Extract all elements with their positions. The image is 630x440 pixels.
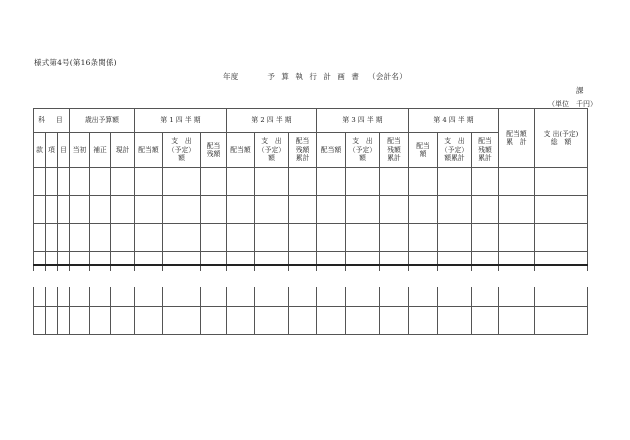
table-cell xyxy=(380,224,409,252)
table-cell xyxy=(535,168,588,196)
table-cell xyxy=(499,307,535,335)
header-total-alloc: 配当額 累 計 xyxy=(499,109,535,168)
header-q1-spend: 支 出 （予定） 額 xyxy=(163,133,201,168)
header-initial: 当初 xyxy=(70,133,90,168)
table-cell xyxy=(535,224,588,252)
table-cell xyxy=(289,224,317,252)
header-q4-spend: 支 出 （予定） 額累計 xyxy=(438,133,472,168)
table-cell xyxy=(111,196,135,224)
table-cell xyxy=(201,196,227,224)
table-cell xyxy=(201,307,227,335)
header-budget: 歳出予算額 xyxy=(70,109,135,133)
table-cell xyxy=(201,224,227,252)
table-cell xyxy=(70,224,90,252)
header-current: 現計 xyxy=(111,133,135,168)
table-cell xyxy=(472,168,499,196)
header-supplement: 補正 xyxy=(90,133,111,168)
budget-execution-table xyxy=(33,108,588,335)
header-q3-spend: 支 出 （予定） 額 xyxy=(346,133,380,168)
header-kou: 項 xyxy=(46,133,58,168)
table-cell xyxy=(289,168,317,196)
header-total-spend: 支 出(予定) 総 額 xyxy=(535,109,588,168)
table-cell xyxy=(438,307,472,335)
table-cell xyxy=(90,307,111,335)
table-cell xyxy=(135,224,163,252)
table-cell xyxy=(163,196,201,224)
table-cell xyxy=(409,196,438,224)
table-cell xyxy=(46,196,58,224)
department-label: 課 xyxy=(576,86,584,95)
table-cell xyxy=(111,252,135,266)
header-q2: 第 2 四 半 期 xyxy=(227,109,317,133)
header-kan: 款 xyxy=(34,133,46,168)
table-cell xyxy=(380,168,409,196)
table-cell xyxy=(438,224,472,252)
table-cell xyxy=(317,196,346,224)
table-cell xyxy=(163,168,201,196)
header-q1-balance: 配当 残額 xyxy=(201,133,227,168)
table-cell xyxy=(255,196,289,224)
table-cell xyxy=(227,224,255,252)
table-cell xyxy=(227,307,255,335)
table-cell xyxy=(499,168,535,196)
table-cell xyxy=(289,196,317,224)
table-cell xyxy=(255,168,289,196)
table-cell xyxy=(34,307,46,335)
table-cell xyxy=(90,196,111,224)
title-year: 年度 xyxy=(222,72,239,81)
table-cell xyxy=(58,168,70,196)
table-cell xyxy=(90,168,111,196)
table-cell xyxy=(46,224,58,252)
table-cell xyxy=(472,224,499,252)
header-q1-alloc: 配当額 xyxy=(135,133,163,168)
table-cell xyxy=(34,224,46,252)
header-q2-balance: 配当 残額 累計 xyxy=(289,133,317,168)
table-cell xyxy=(163,224,201,252)
table-row xyxy=(34,196,588,224)
table-cell xyxy=(255,224,289,252)
table-cell xyxy=(163,252,201,266)
table-cell xyxy=(289,307,317,335)
header-q2-spend: 支 出 （予定） 額 xyxy=(255,133,289,168)
title-main: 予算執行計画書 xyxy=(267,72,366,81)
table-cell xyxy=(201,168,227,196)
header-q3-alloc: 配当額 xyxy=(317,133,346,168)
table-row xyxy=(34,168,588,196)
table-cell xyxy=(346,196,380,224)
table-cell xyxy=(135,252,163,266)
table-cell xyxy=(380,252,409,266)
table-cell xyxy=(499,252,535,266)
table-cell xyxy=(111,168,135,196)
table-cell xyxy=(438,252,472,266)
table-cell xyxy=(163,307,201,335)
table-row xyxy=(34,224,588,252)
header-kamoku: 科 目 xyxy=(34,109,70,133)
table-cell xyxy=(227,252,255,266)
table-row xyxy=(34,307,588,335)
table-cell xyxy=(380,307,409,335)
table-cell xyxy=(46,307,58,335)
table-cell xyxy=(409,252,438,266)
table-cell xyxy=(380,196,409,224)
table-cell xyxy=(70,168,90,196)
table-cell xyxy=(346,224,380,252)
table-cell xyxy=(317,224,346,252)
table-cell xyxy=(255,307,289,335)
table-cell xyxy=(409,307,438,335)
document-title xyxy=(0,71,630,82)
table-cell xyxy=(58,224,70,252)
table-cell xyxy=(90,224,111,252)
table-cell xyxy=(111,307,135,335)
table-row xyxy=(34,252,588,266)
table-cell xyxy=(409,168,438,196)
header-q4-alloc: 配当 額 xyxy=(409,133,438,168)
table-cell xyxy=(472,252,499,266)
table-cell xyxy=(472,307,499,335)
table-cell xyxy=(70,196,90,224)
form-number-label: 様式第4号(第16条関係) xyxy=(34,58,117,67)
table-cell xyxy=(346,307,380,335)
table-cell xyxy=(409,224,438,252)
table-cell xyxy=(34,252,46,266)
table-cell xyxy=(472,196,499,224)
header-q3-balance: 配当 残額 累計 xyxy=(380,133,409,168)
table-cell xyxy=(46,168,58,196)
table-cell xyxy=(535,307,588,335)
header-q3: 第 3 四 半 期 xyxy=(317,109,409,133)
table-cell xyxy=(227,168,255,196)
table-cell xyxy=(46,252,58,266)
table-cell xyxy=(135,196,163,224)
table-cell xyxy=(70,307,90,335)
header-q4: 第 4 四 半 期 xyxy=(409,109,499,133)
table-cell xyxy=(90,252,111,266)
table-cell xyxy=(201,252,227,266)
table-break-gap xyxy=(33,271,598,287)
table-cell xyxy=(227,196,255,224)
table-cell xyxy=(135,307,163,335)
table-cell xyxy=(58,252,70,266)
title-account-name: （会計名） xyxy=(368,72,408,81)
table-cell xyxy=(438,196,472,224)
table-cell xyxy=(58,307,70,335)
table-cell xyxy=(34,168,46,196)
table-cell xyxy=(135,168,163,196)
header-moku: 目 xyxy=(58,133,70,168)
table-cell xyxy=(535,252,588,266)
table-cell xyxy=(34,196,46,224)
table-cell xyxy=(317,252,346,266)
table-cell xyxy=(70,252,90,266)
table-cell xyxy=(438,168,472,196)
table-cell xyxy=(535,196,588,224)
table-cell xyxy=(317,168,346,196)
table-cell xyxy=(111,224,135,252)
table-cell xyxy=(58,196,70,224)
header-q1: 第 1 四 半 期 xyxy=(135,109,227,133)
table-cell xyxy=(289,252,317,266)
table-cell xyxy=(346,252,380,266)
table-cell xyxy=(346,168,380,196)
header-q4-balance: 配当 残額 累計 xyxy=(472,133,499,168)
table-cell xyxy=(499,196,535,224)
unit-label: （単位 千円） xyxy=(548,100,597,108)
table-cell xyxy=(499,224,535,252)
table-cell xyxy=(317,307,346,335)
table-cell xyxy=(255,252,289,266)
header-q2-alloc: 配当額 xyxy=(227,133,255,168)
